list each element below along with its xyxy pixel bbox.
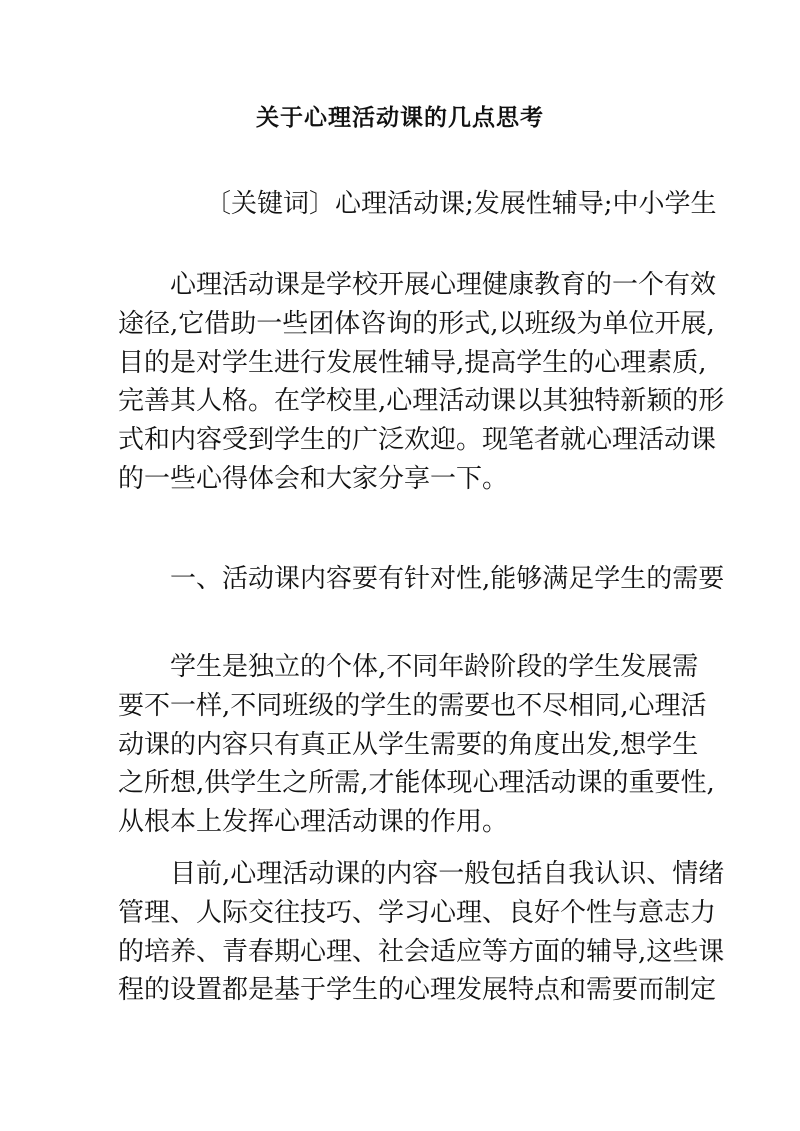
intro-paragraph xyxy=(118,266,725,499)
section-heading xyxy=(118,560,725,599)
paragraph-line: 之所想,供学生之所需,才能体现心理活动课的重要性, xyxy=(118,768,715,799)
paragraph-line: 学生是独立的个体,不同年龄阶段的学生发展需 xyxy=(170,652,699,682)
document-title: 关于心理活动课的几点思考 xyxy=(256,104,544,131)
paragraph-line: 从根本上发挥心理活动课的作用。 xyxy=(118,807,509,838)
paragraph-line: 目的是对学生进行发展性辅导,提高学生的心理素质, xyxy=(118,347,707,378)
paragraph-line: 目前,心理活动课的内容一般包括自我认识、情绪 xyxy=(170,859,725,889)
paragraph-line: 管理、人际交往技巧、学习心理、良好个性与意志力 xyxy=(118,897,717,928)
paragraph-line: 要不一样,不同班级的学生的需要也不尽相同,心理活 xyxy=(118,690,707,721)
paragraph-line: 动课的内容只有真正从学生需要的角度出发,想学生 xyxy=(118,729,699,760)
paragraph-line: 的培养、青春期心理、社会适应等方面的辅导,这些课 xyxy=(118,936,725,967)
section1-paragraph-1 xyxy=(118,648,715,842)
keywords-line: 〔关键词〕心理活动课;发展性辅导;中小学生 xyxy=(205,189,717,219)
paragraph-line: 程的设置都是基于学生的心理发展特点和需要而制定 xyxy=(118,975,717,1006)
paragraph-line: 的一些心得体会和大家分享一下。 xyxy=(118,463,509,494)
section-heading-text: 一、活动课内容要有针对性,能够满足学生的需要 xyxy=(170,564,725,594)
paragraph-line: 完善其人格。在学校里,心理活动课以其独特新颖的形 xyxy=(118,386,725,417)
section1-paragraph-2 xyxy=(118,855,725,1010)
paragraph-line: 式和内容受到学生的广泛欢迎。现笔者就心理活动课 xyxy=(118,425,717,456)
paragraph-line: 心理活动课是学校开展心理健康教育的一个有效 xyxy=(170,270,717,300)
paragraph-line: 途径,它借助一些团体咨询的形式,以班级为单位开展, xyxy=(118,308,715,339)
